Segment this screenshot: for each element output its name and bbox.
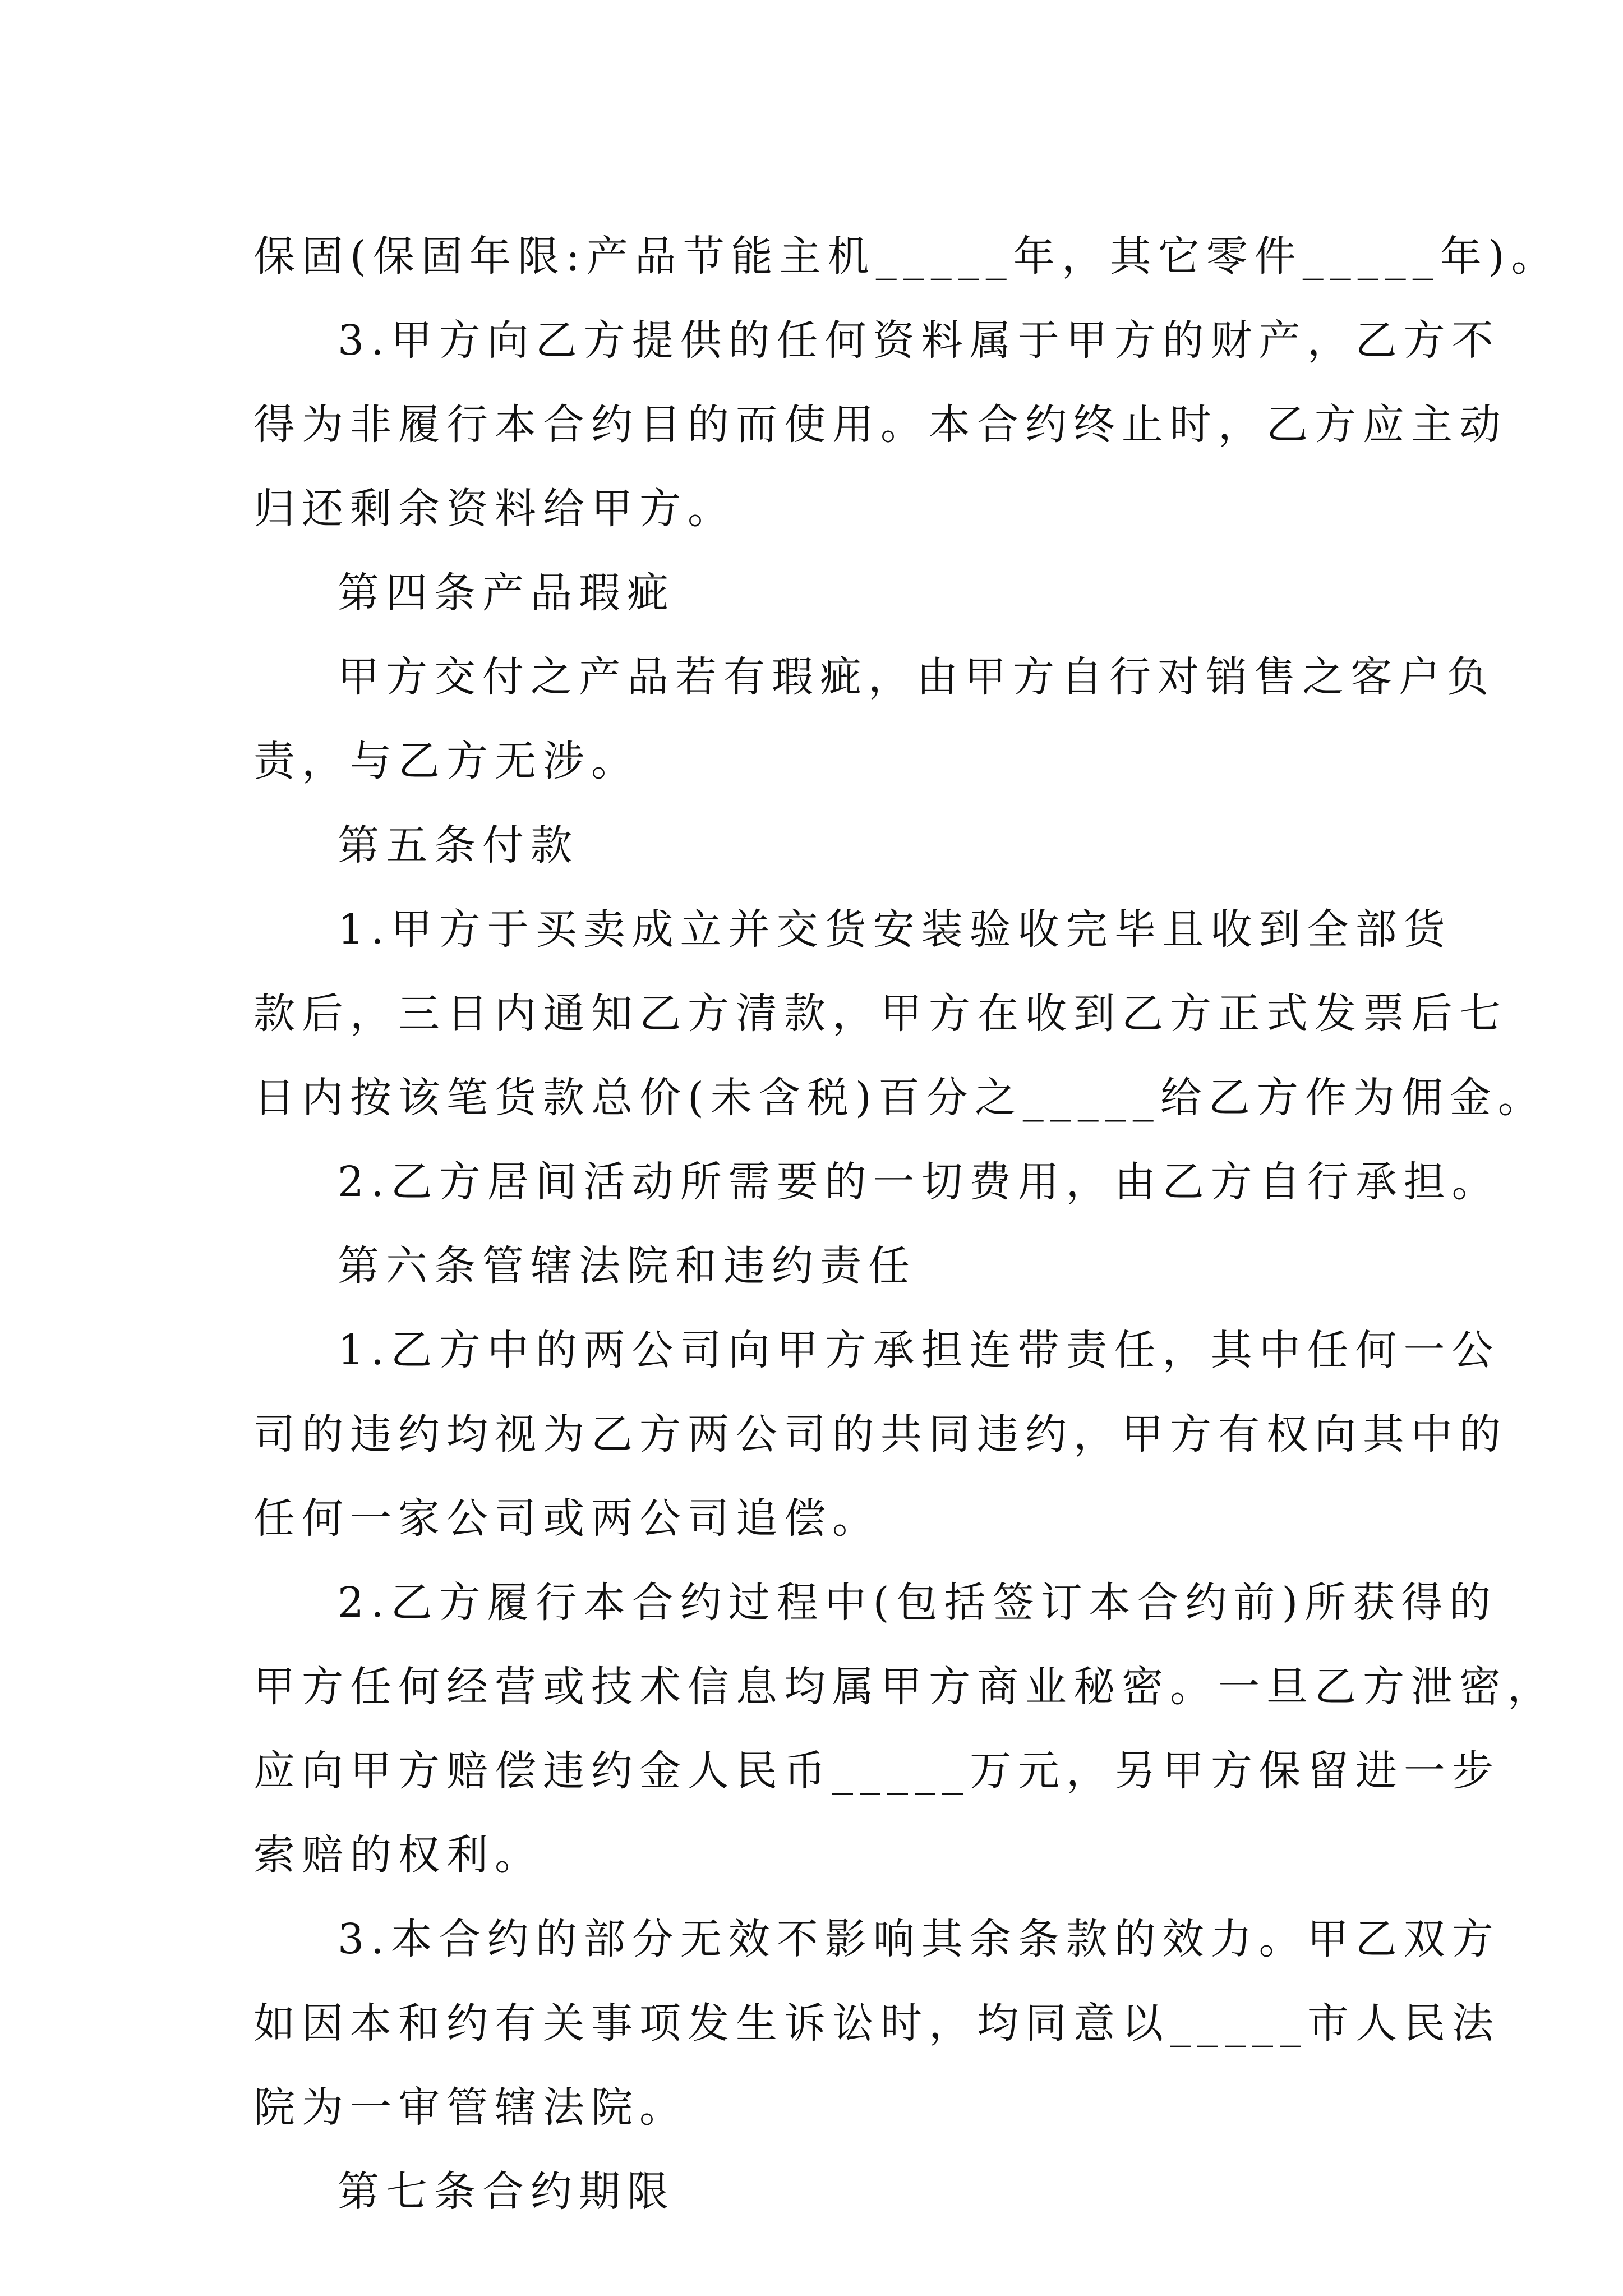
text-line: 得为非履行本合约目的而使用。本合约终止时，乙方应主动 [253,401,1507,449]
text-line: 索赔的权利。 [253,1831,543,1879]
section-heading: 第六条管辖法院和违约责任 [338,1242,916,1290]
text-line: 日内按该笔货款总价(未含税)百分之_____给乙方作为佣金。 [253,1074,1546,1122]
text-line: 1.乙方中的两公司向甲方承担连带责任，其中任何一公 [338,1326,1500,1374]
text-line: 2.乙方履行本合约过程中(包括签订本合约前)所获得的 [338,1579,1498,1627]
section-heading: 第四条产品瑕疵 [338,569,675,617]
text-line: 如因本和约有关事项发生诉讼时，均同意以_____市人民法 [253,1999,1500,2047]
text-line: 甲方交付之产品若有瑕疵，由甲方自行对销售之客户负 [338,653,1495,701]
text-line: 1.甲方于买卖成立并交货安装验收完毕且收到全部货 [338,905,1452,954]
section-heading: 第五条付款 [338,821,579,869]
text-line: 应向甲方赔偿违约金人民币_____万元，另甲方保留进一步 [253,1747,1500,1795]
text-line: 2.乙方居间活动所需要的一切费用，由乙方自行承担。 [338,1158,1500,1206]
text-line: 归还剩余资料给甲方。 [253,485,736,533]
text-line: 司的违约均视为乙方两公司的共同违约，甲方有权向其中的 [253,1410,1507,1458]
text-line: 3.甲方向乙方提供的任何资料属于甲方的财产，乙方不 [338,316,1500,365]
section-heading: 第七条合约期限 [338,2168,675,2216]
text-line: 院为一审管辖法院。 [253,2083,688,2132]
document-body [253,214,1560,2234]
text-line: 款后，三日内通知乙方清款，甲方在收到乙方正式发票后七 [253,990,1507,1038]
text-line: 3.本合约的部分无效不影响其余条款的效力。甲乙双方 [338,1915,1500,1963]
text-line: 保固(保固年限:产品节能主机_____年，其它零件_____年)。 [253,232,1560,280]
text-line: 甲方任何经营或技术信息均属甲方商业秘密。一旦乙方泄密， [253,1663,1556,1711]
text-line: 责，与乙方无涉。 [253,737,639,785]
text-line: 任何一家公司或两公司追偿。 [253,1494,880,1543]
